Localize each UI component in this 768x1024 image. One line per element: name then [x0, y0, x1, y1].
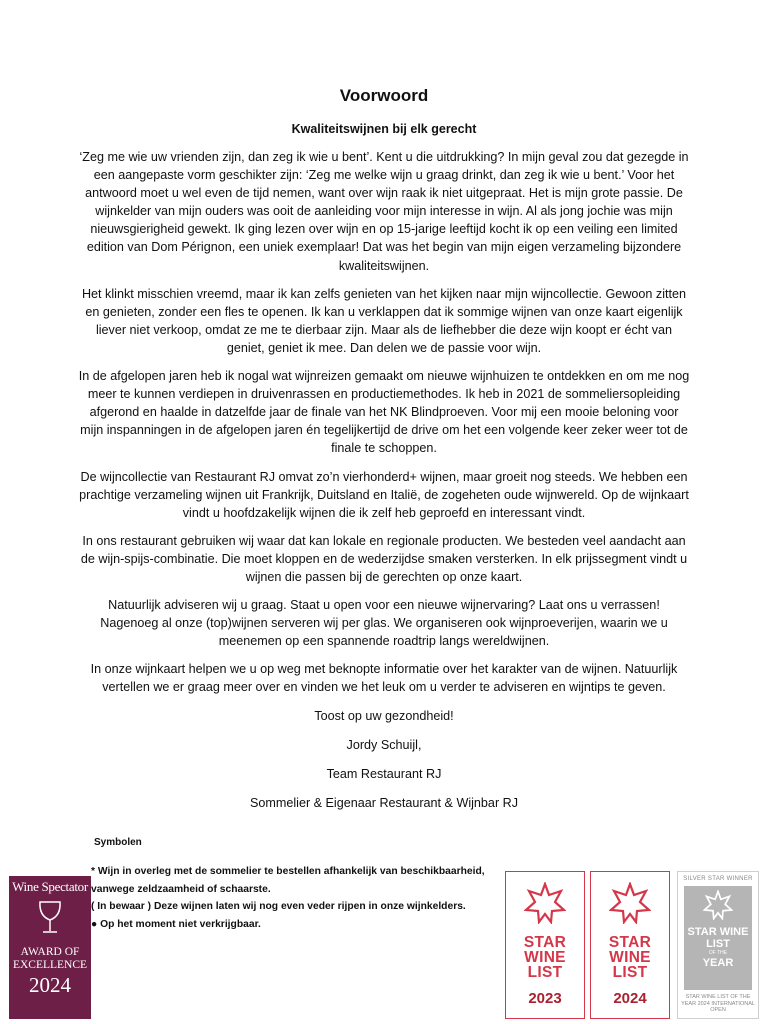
- star-icon: [684, 886, 752, 925]
- foreword-body: [78, 148, 690, 823]
- symbol-item-in-bewaar: ( In bewaar ) Deze wijnen laten wij nog even veder rijpen in onze wijnkelders.: [91, 901, 466, 912]
- star-wine-list-year: 2024: [613, 990, 647, 1007]
- symbols-list: [91, 863, 516, 933]
- star-icon: [506, 882, 584, 929]
- page-title: Voorwoord: [339, 86, 429, 105]
- paragraph: In onze wijnkaart helpen we u op weg met beknopte informatie over het karakter van de wijnen. Natuurlijk vertellen we er graag meer over en vinden we het leuk om u verder te adviseren en wijntips te geven.: [90, 662, 678, 695]
- wine-spectator-year: 2024: [29, 973, 71, 997]
- paragraph: Natuurlijk adviseren wij u graag. Staat u open voor een nieuwe wijnervaring? Laat ons u verrassen! Nagenoeg al onze (top)wijnen serveren wij per glas. We organiseren ook wijnproeverijen, waarin we u meenemen op een spannende roadtrip langs wereldwijnen.: [100, 598, 668, 649]
- star-icon: [591, 882, 669, 929]
- signature-role: Sommelier & Eigenaar Restaurant & Wijnbar RJ: [249, 795, 519, 810]
- paragraph: ‘Zeg me wie uw vrienden zijn, dan zeg ik wie u bent’. Kent u die uitdrukking? In mijn geval zou dat gezegde in een aangepaste vorm geschikter zijn: ‘Zeg me welke wijn u graag drinkt, dan zeg ik wie u bent.’ Voor het antwoord moet u wel even de tijd nemen, want over wijn raak ik niet uitgepraat. Het is mijn grote passie. De wijnkelder van mijn ouders was ooit de aanleiding voor mijn interesse in wijn. Al als jong jochie was mijn nieuwsgierigheid gewekt. Ik ging lezen over wijn en op 15-jarige leeftijd kocht ik op een veiling een limited edition van Dom Pérignon, een uniek exemplaar! Dat was het begin van mijn eigen verzameling bijzondere kwaliteitswijnen.: [79, 150, 689, 273]
- paragraph: De wijncollectie van Restaurant RJ omvat zo’n vierhonderd+ wijnen, maar groeit nog steeds. We hebben een prachtige verzameling wijnen uit Frankrijk, Duitsland en Italië, de zogeheten oude wijnwereld. Op de wijnkaart vindt u hoofdzakelijk wijnen die ik zelf heb geproefd en interessant vindt.: [79, 469, 689, 520]
- star-wine-list-badge-2024: [590, 871, 670, 1019]
- paragraph: In de afgelopen jaren heb ik nogal wat wijnreizen gemaakt om nieuwe wijnhuizen te ontdekken en om me nog meer te kunnen verdiepen in druivenrassen en productiemethodes. Ik heb in 2021 de sommeliersopleiding afgerond en haalde in datzelfde jaar de finale van het NK Blindproeven. Voor mij een mooie beloning voor mijn inspanningen in de afgelopen jaren én tegelijkertijd de drive om het een volgende keer zeker weer tot de finale te schoppen.: [78, 369, 690, 456]
- symbol-item-asterisk: * Wijn in overleg met de sommelier te bestellen afhankelijk van beschikbaarheid, vanwege zeldzaamheid of schaarste.: [91, 866, 485, 895]
- swly-bottom-label: STAR WINE LIST OF THE YEAR 2024 INTERNATIONAL OPEN: [681, 994, 755, 1013]
- star-wine-list-of-the-year-badge: [677, 871, 759, 1019]
- swly-panel: [684, 886, 752, 990]
- wine-spectator-award: AWARD OF EXCELLENCE: [12, 946, 88, 971]
- symbols-title: Symbolen: [94, 837, 142, 848]
- paragraph: Het klinkt misschien vreemd, maar ik kan zelfs genieten van het kijken naar mijn wijncollectie. Gewoon zitten en genieten, zonder een fles te openen. Ik kan u verklappen dat ik sommige wijnen van onze kaart eigenlijk liever niet verkoop, omdat ze me te dierbaar zijn. Maar als de liefhebber die deze wijn koopt er écht van geniet, geniet ik mee. Dan delen we de passie voor wijn.: [81, 286, 687, 355]
- star-wine-list-label: STAR WINE LIST: [523, 934, 567, 981]
- closing-line: Toost op uw gezondheid!: [314, 708, 454, 723]
- signature-name: Jordy Schuijl,: [346, 737, 422, 752]
- star-wine-list-label: STAR WINE LIST: [608, 934, 652, 981]
- wine-spectator-brand: Wine Spectator: [12, 879, 88, 894]
- wine-glass-icon: [9, 899, 91, 940]
- paragraph: In ons restaurant gebruiken wij waar dat kan lokale en regionale producten. We besteden veel aandacht aan de wijn-spijs-combinatie. Die moet kloppen en de wederzijdse smaken versterken. In elk prijssegment vindt u wijnen die passen bij de gerechten op onze kaart.: [80, 533, 688, 584]
- swly-top-label: SILVER STAR WINNER: [683, 876, 753, 882]
- swly-year-word: YEAR: [702, 957, 734, 969]
- symbol-item-bullet: ● Op het moment niet verkrijgbaar.: [91, 918, 261, 930]
- swly-of-the: OF THE: [708, 950, 728, 956]
- star-wine-list-badge-2023: [505, 871, 585, 1019]
- page-subtitle: Kwaliteitswijnen bij elk gerecht: [291, 122, 477, 136]
- signature-team: Team Restaurant RJ: [326, 766, 442, 781]
- wine-spectator-badge: [9, 876, 91, 1019]
- star-wine-list-year: 2023: [528, 990, 562, 1007]
- swly-label: STAR WINE LIST: [687, 926, 749, 950]
